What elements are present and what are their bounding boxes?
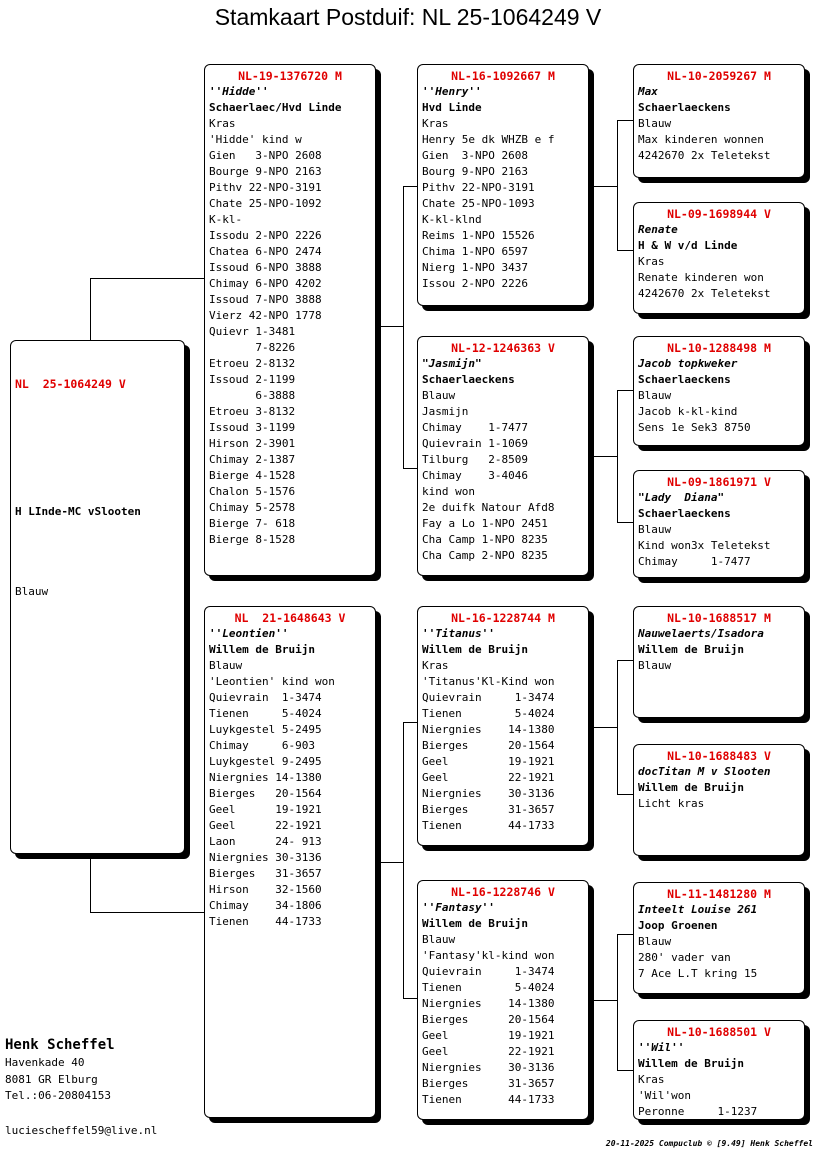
info-line: Licht kras: [638, 797, 705, 810]
ring-number: NL-10-1688483 V: [667, 749, 771, 763]
owner-city: 8081 GR Elburg: [5, 1072, 98, 1086]
info-line: Chimay 1-7477: [422, 421, 528, 434]
info-line: Chatea 6-NPO 2474: [209, 245, 322, 258]
info-line: Etroeu 3-8132: [209, 405, 296, 418]
info-line: Geel 19-1921: [422, 755, 555, 768]
info-line: Niergnies 14-1380: [209, 771, 322, 784]
breeder: Willem de Bruijn: [209, 643, 315, 656]
info-line: Issoud 2-1199: [209, 373, 296, 386]
info-line: 7-8226: [209, 341, 296, 354]
paternal-grandfather-card: [417, 64, 589, 306]
info-line: Kras: [209, 117, 236, 130]
info-line: Gien 3-NPO 2608: [209, 149, 322, 162]
info-line: Pithv 22-NPO-3191: [209, 181, 322, 194]
info-line: 'Wil'won: [638, 1089, 691, 1102]
ring-number: NL-10-1288498 M: [667, 341, 771, 355]
info-line: Chimay 2-1387: [209, 453, 296, 466]
ring-number: NL-16-1228746 V: [451, 885, 555, 899]
great-grandparent-card: [633, 882, 805, 994]
info-line: Kras: [422, 659, 449, 672]
info-line: Bierge 8-1528: [209, 533, 296, 546]
info-line: Issoud 7-NPO 3888: [209, 293, 322, 306]
info-line: 'Fantasy'kl-kind won: [422, 949, 555, 962]
pigeon-name: ''Wil'': [638, 1041, 685, 1054]
info-line: Issoud 6-NPO 3888: [209, 261, 322, 274]
info-line: Gien 3-NPO 2608: [422, 149, 528, 162]
ring-number: NL-10-2059267 M: [667, 69, 771, 83]
info-line: Tienen 5-4024: [209, 707, 322, 720]
info-line: Blauw: [638, 659, 672, 672]
ring-number: NL-09-1698944 V: [667, 207, 771, 221]
info-line: Cha Camp 1-NPO 8235: [422, 533, 548, 546]
owner-name: Henk Scheffel: [5, 1037, 115, 1053]
breeder: H & W v/d Linde: [638, 239, 738, 252]
pigeon-name: Nauwelaerts/Isadora: [638, 627, 764, 640]
breeder: Willem de Bruijn: [638, 1057, 744, 1070]
pigeon-name: Inteelt Louise 261: [638, 903, 758, 916]
info-line: Kind won3x Teletekst: [638, 539, 771, 552]
info-line: Geel 22-1921: [209, 819, 322, 832]
info-line: Nierg 1-NPO 3437: [422, 261, 528, 274]
subject-card: [10, 340, 185, 854]
info-line: Bierges 20-1564: [422, 739, 555, 752]
pigeon-name: "Jasmijn": [422, 357, 482, 370]
owner-email: luciescheffel59@live.nl: [5, 1124, 158, 1137]
info-line: Blauw: [422, 933, 456, 946]
info-line: 4242670 2x Teletekst: [638, 149, 771, 162]
info-line: 2e duifk Natour Afd8: [422, 501, 555, 514]
mother-card: [204, 606, 376, 1118]
breeder: Willem de Bruijn: [638, 781, 744, 794]
pigeon-name: ''Leontien'': [209, 627, 289, 640]
breeder: Schaerlaec/Hvd Linde: [209, 101, 342, 114]
info-line: kind won: [422, 485, 475, 498]
info-line: Quievrain 1-1069: [422, 437, 528, 450]
ring-number: NL 25-1064249 V: [15, 377, 126, 391]
paternal-grandmother-card: [417, 336, 589, 576]
info-line: 'Leontien' kind won: [209, 675, 335, 688]
info-line: Tienen 44-1733: [422, 819, 555, 832]
info-line: Blauw: [638, 117, 672, 130]
info-line: Bierge 7- 618: [209, 517, 296, 530]
father-card: [204, 64, 376, 576]
breeder: Willem de Bruijn: [638, 643, 744, 656]
info-line: Quievr 1-3481: [209, 325, 296, 338]
info-line: 6-3888: [209, 389, 296, 402]
info-line: Niergnies 30-3136: [209, 851, 322, 864]
info-line: Chate 25-NPO-1092: [209, 197, 322, 210]
info-line: Renate kinderen won: [638, 271, 764, 284]
info-line: K-kl-klnd: [422, 213, 482, 226]
info-line: Chimay 6-NPO 4202: [209, 277, 322, 290]
info-line: Sens 1e Sek3 8750: [638, 421, 751, 434]
pigeon-name: ''Henry'': [422, 85, 482, 98]
footer: 20-11-2025 Compuclub © [9.49] Henk Scheffel: [605, 1139, 813, 1148]
ring-number: NL-10-1688517 M: [667, 611, 771, 625]
info-line: Geel 19-1921: [209, 803, 322, 816]
breeder: Schaerlaeckens: [638, 101, 731, 114]
breeder: Hvd Linde: [422, 101, 482, 114]
info-line: Bierges 20-1564: [422, 1013, 555, 1026]
info-line: 4242670 2x Teletekst: [638, 287, 771, 300]
info-line: Niergnies 30-3136: [422, 1061, 555, 1074]
info-line: Kras: [638, 255, 665, 268]
info-line: Chimay 3-4046: [422, 469, 528, 482]
info-line: Chimay 1-7477: [638, 555, 751, 568]
info-line: Bourge 9-NPO 2163: [209, 165, 322, 178]
owner-phone: Tel.:06-20804153: [5, 1089, 111, 1102]
info-line: Chimay 5-2578: [209, 501, 296, 514]
info-line: Quievrain 1-3474: [209, 691, 322, 704]
info-line: Niergnies 30-3136: [422, 787, 555, 800]
info-line: Jacob k-kl-kind: [638, 405, 738, 418]
info-line: Chalon 5-1576: [209, 485, 296, 498]
info-line: Fay a Lo 1-NPO 2451: [422, 517, 548, 530]
info-line: Tienen 5-4024: [422, 707, 555, 720]
info-line: Vierz 42-NPO 1778: [209, 309, 322, 322]
great-grandparent-card: [633, 202, 805, 314]
info-line: Bierges 31-3657: [209, 867, 322, 880]
info-line: 7 Ace L.T kring 15: [638, 967, 758, 980]
breeder: Joop Groenen: [638, 919, 718, 932]
ring-number: NL-16-1228744 M: [451, 611, 555, 625]
info-line: Chimay 34-1806: [209, 899, 322, 912]
info-line: Kras: [638, 1073, 665, 1086]
info-line: Niergnies 14-1380: [422, 723, 555, 736]
info-line: Niergnies 14-1380: [422, 997, 555, 1010]
info-line: Cha Camp 2-NPO 8235: [422, 549, 548, 562]
info-line: Bierges 31-3657: [422, 803, 555, 816]
info-line: Jasmijn: [422, 405, 469, 418]
info-line: Kras: [422, 117, 449, 130]
breeder: Schaerlaeckens: [638, 373, 731, 386]
info-line: Luykgestel 9-2495: [209, 755, 322, 768]
info-line: Bierges 31-3657: [422, 1077, 555, 1090]
info-line: Tienen 44-1733: [209, 915, 322, 928]
maternal-grandmother-card: [417, 880, 589, 1120]
info-line: Pithv 22-NPO-3191: [422, 181, 535, 194]
info-line: H LInde-MC vSlooten: [15, 505, 141, 518]
info-line: Issoud 3-1199: [209, 421, 296, 434]
info-line: Bierges 20-1564: [209, 787, 322, 800]
info-line: 280' vader van: [638, 951, 731, 964]
breeder: Willem de Bruijn: [422, 643, 528, 656]
owner-block: [5, 1035, 115, 1105]
maternal-grandfather-card: [417, 606, 589, 846]
info-line: Blauw: [638, 935, 672, 948]
info-line: Geel 22-1921: [422, 1045, 555, 1058]
great-grandparent-card: [633, 1020, 805, 1120]
ring-number: NL-16-1092667 M: [451, 69, 555, 83]
info-line: Hirson 32-1560: [209, 883, 322, 896]
info-line: Laon 24- 913: [209, 835, 322, 848]
info-line: 'Titanus'Kl-Kind won: [422, 675, 555, 688]
pigeon-name: "Lady Diana": [638, 491, 725, 504]
info-line: Tilburg 2-8509: [422, 453, 528, 466]
info-line: Quievrain 1-3474: [422, 965, 555, 978]
info-line: [15, 456, 180, 472]
great-grandparent-card: [633, 744, 805, 856]
pigeon-name: Renate: [638, 223, 678, 236]
info-line: Blauw: [15, 585, 49, 598]
pigeon-name: docTitan M v Slooten: [638, 765, 771, 778]
breeder: Willem de Bruijn: [422, 917, 528, 930]
great-grandparent-card: [633, 470, 805, 578]
ring-number: NL-12-1246363 V: [451, 341, 555, 355]
ring-number: NL-11-1481280 M: [667, 887, 771, 901]
info-line: Issou 2-NPO 2226: [422, 277, 528, 290]
info-line: Peronne 1-1237: [638, 1105, 758, 1118]
info-line: Hirson 2-3901: [209, 437, 296, 450]
info-line: Tienen 44-1733: [422, 1093, 555, 1106]
info-line: Blauw: [638, 389, 672, 402]
info-line: Geel 22-1921: [422, 771, 555, 784]
info-line: Chimay 6-903: [209, 739, 315, 752]
info-line: Blauw: [638, 523, 672, 536]
info-line: Chima 1-NPO 6597: [422, 245, 528, 258]
info-line: Reims 1-NPO 15526: [422, 229, 535, 242]
info-line: Max kinderen wonnen: [638, 133, 764, 146]
pigeon-name: ''Titanus'': [422, 627, 495, 640]
info-line: Quievrain 1-3474: [422, 691, 555, 704]
info-line: Etroeu 2-8132: [209, 357, 296, 370]
pigeon-name: Max: [638, 85, 658, 98]
page-title: Stamkaart Postduif: NL 25-1064249 V: [214, 4, 602, 30]
ring-number: NL-19-1376720 M: [238, 69, 342, 83]
ring-number: NL-09-1861971 V: [667, 475, 771, 489]
info-line: Issodu 2-NPO 2226: [209, 229, 322, 242]
info-line: 'Hidde' kind w: [209, 133, 302, 146]
info-line: Blauw: [209, 659, 243, 672]
info-line: Blauw: [422, 389, 456, 402]
pigeon-name: ''Fantasy'': [422, 901, 495, 914]
pigeon-name: ''Hidde'': [209, 85, 269, 98]
great-grandparent-card: [633, 606, 805, 718]
info-line: K-kl-: [209, 213, 243, 226]
pigeon-name: Jacob topkweker: [638, 357, 738, 370]
info-line: Bourg 9-NPO 2163: [422, 165, 528, 178]
breeder: Schaerlaeckens: [638, 507, 731, 520]
ring-number: NL-10-1688501 V: [667, 1025, 771, 1039]
ring-number: NL 21-1648643 V: [234, 611, 346, 625]
info-line: Chate 25-NPO-1093: [422, 197, 535, 210]
info-line: Bierge 4-1528: [209, 469, 296, 482]
subject-lines: [15, 424, 180, 552]
great-grandparent-card: [633, 64, 805, 178]
info-line: Henry 5e dk WHZB e f: [422, 133, 555, 146]
breeder: Schaerlaeckens: [422, 373, 515, 386]
info-line: Geel 19-1921: [422, 1029, 555, 1042]
great-grandparent-card: [633, 336, 805, 446]
info-line: Luykgestel 5-2495: [209, 723, 322, 736]
owner-address: Havenkade 40: [5, 1056, 85, 1069]
info-line: Tienen 5-4024: [422, 981, 555, 994]
